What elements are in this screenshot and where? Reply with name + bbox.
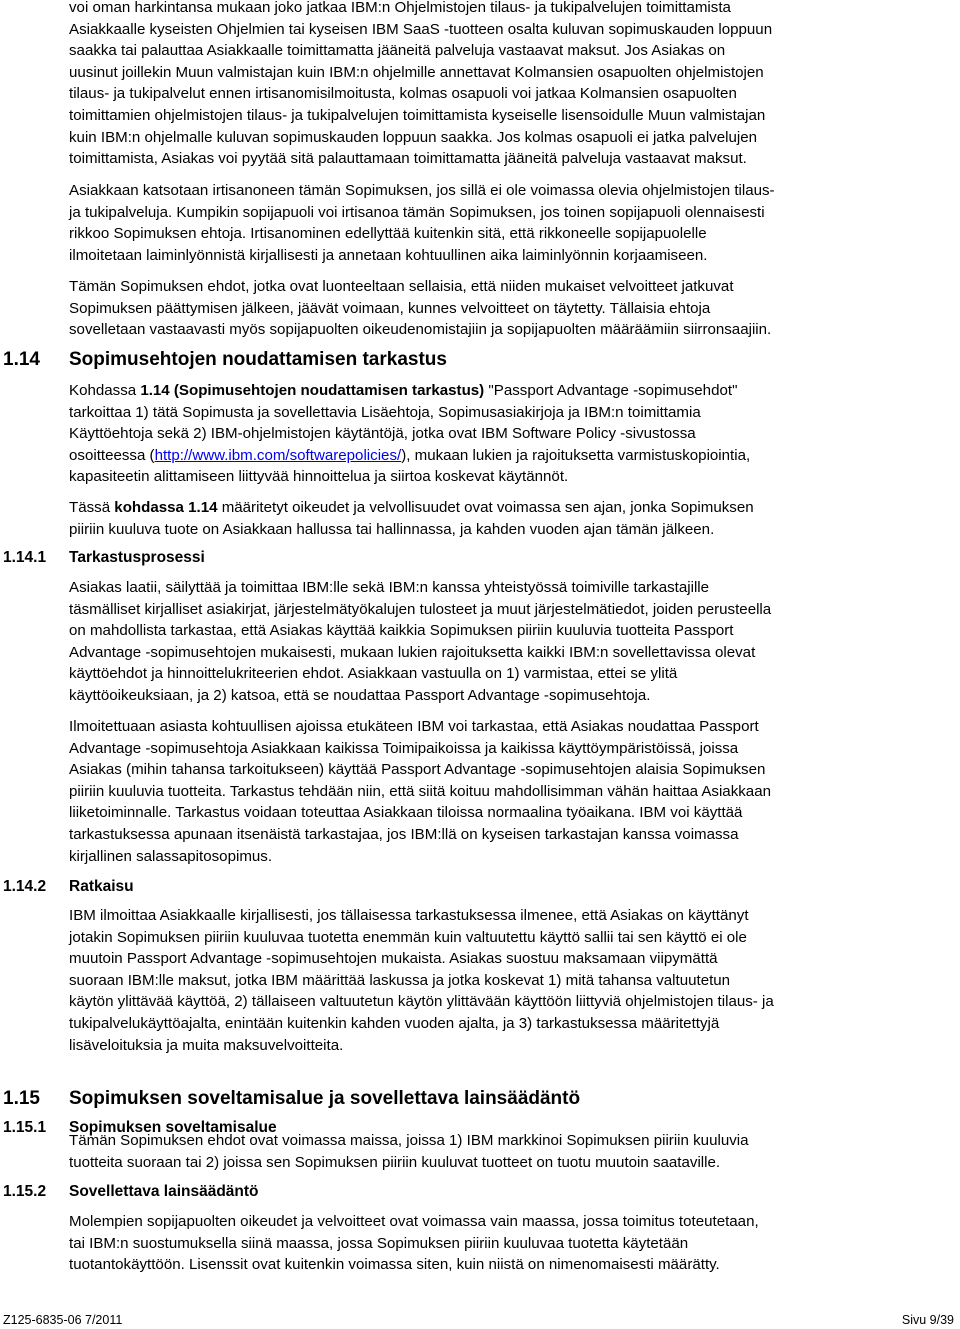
- text-line: tai IBM:n suostumuksella siinä maassa, jossa Sopimuksen piiriin kuuluvaa tuotetta käytetään: [69, 1234, 689, 1252]
- section-heading-1-15-2: [3, 1181, 259, 1203]
- paragraph-records-obligation: [69, 577, 955, 707]
- text-line: piiriin kuuluva tuote on Asiakkaan hallussa tai hallinnassa, ja kahden vuoden ajan tämän jälkeen.: [69, 520, 715, 538]
- text-line: on mahdollista tarkastaa, että Asiakas käyttää kaikkia Sopimuksen piiriin kuuluvia tuotteita Passport: [69, 622, 734, 640]
- text-line: Advantage -sopimusehtoja Asiakkaan kaikissa Toimipaikoissa ja kaikissa käyttöympäristöissä, joissa: [69, 739, 739, 757]
- text-line: tukipalvelukäyttöajalta, enintään kuitenkin kahden vuoden ajalta, ja 3) tarkastuksessa määritettyjä: [69, 1014, 720, 1032]
- text-line: Advantage -sopimusehtojen mukaisesti, mukaan lukien rajoituksetta kaikki IBM:n sovellettavissa olevat: [69, 643, 756, 661]
- paragraph-governing-law: [69, 1211, 955, 1276]
- text-line: ilmoitetaan laiminlyönnistä kirjallisesti ja annetaan kohtuullinen aika laiminlyönnin korjaamiseen.: [69, 246, 708, 264]
- text-line: uusinut joillekin Muun valmistajan kuin IBM:n ohjelmille annettavat Kolmansien osapuolten ohjelmistojen: [69, 63, 764, 81]
- text-line: ja tukipalveluja. Kumpikin sopijapuoli voi irtisanoa tämän Sopimuksen, jos toinen sopijapuoli olennaisesti: [69, 203, 765, 221]
- text-line: IBM ilmoittaa Asiakkaalle kirjallisesti, jos tällaisessa tarkastuksessa ilmenee, että Asiakas on käyttänyt: [69, 907, 749, 924]
- text-line: tarkastuksessa apunaan itsenäistä tarkastajaa, jos IBM:llä on kyseisen tarkastajan kanssa voimassa: [69, 825, 739, 843]
- text-line: täsmälliset kirjalliset asiakirjat, järjestelmätyökalujen tulosteet ja muut järjestelmätiedot, joiden perusteella: [69, 600, 772, 618]
- paragraph-rights-duration: [69, 497, 955, 540]
- section-heading-1-14-2: [3, 876, 134, 898]
- text-line: Tämän Sopimuksen ehdot, jotka ovat luonteeltaan sellaisia, että niiden mukaiset velvoitteet jatkuvat: [69, 278, 734, 295]
- section-reference: kohdassa 1.14: [114, 499, 218, 516]
- paragraph-scope: [69, 1130, 955, 1173]
- text-line: tarkoittaa 1) tätä Sopimusta ja sovellettavia Lisäehtoja, Sopimusasiakirjoja ja IBM:n toimittamia: [69, 403, 701, 421]
- section-title: Sopimusehtojen noudattamisen tarkastus: [69, 349, 447, 370]
- software-policies-link[interactable]: http://www.ibm.com/softwarepolicies/: [154, 446, 402, 464]
- text-line: saakka tai palauttaa Asiakkaalle toimittamatta jääneitä palveluja vastaavat maksut. Jos Asiakas on: [69, 42, 726, 60]
- section-number: 1.14.1: [3, 549, 47, 566]
- section-title: Ratkaisu: [69, 878, 134, 895]
- section-title: Sopimuksen soveltamisalue ja sovellettava lainsäädäntö: [69, 1088, 581, 1109]
- text-line: tuotteita suoraan tai 2) joissa sen Sopimuksen piiriin kuuluvat tuotteet on tuotu muutoin saataville.: [69, 1153, 721, 1171]
- text-line: toimittamista, Asiakas voi pyytää sitä palauttamaan toimittamatta jääneitä palveluja vastaavat maksut.: [69, 150, 747, 168]
- section-number: 1.15: [3, 1088, 40, 1109]
- text-line: kirjallinen salassapitosopimus.: [69, 847, 273, 865]
- text-line: käytön ylittävää käyttöä, 2) tällaiseen valtuutetun käytön ylittävään käyttöön liittyviä ohjelmistojen tilaus- ja: [69, 993, 774, 1011]
- section-title: Sopimuksen soveltamisalue: [69, 1119, 277, 1136]
- text-line: Asiakas laatii, säilyttää ja toimittaa IBM:lle sekä IBM:n kanssa yhteistyössä toimiville tarkastajille: [69, 579, 710, 596]
- paragraph-deemed-termination: [69, 180, 955, 266]
- paragraph-surviving-terms: [69, 276, 955, 341]
- text-line: toimittamien ohjelmistojen tilaus- ja tukipalvelujen toimittamista kyseiselle lisensoidulle Muun valmistajan: [69, 106, 766, 124]
- text-line: Asiakkaalle kyseisten Ohjelmien tai kyseisen IBM SaaS -tuotteen osalta kuluvan sopimuskauden loppuun: [69, 20, 773, 38]
- text-line: käyttöehdot ja hinnoittelukriteerien ehdot. Asiakkaan vastuulla on 1) varmistaa, ettei se ylitä: [69, 665, 678, 683]
- section-heading-1-14: [3, 348, 447, 372]
- text-line: piiriin kuuluvia tuotteita. Tarkastus tehdään niin, että siitä koituu mahdollisimman vähän haittaa Asiakkaan: [69, 782, 771, 800]
- text-line: sovelletaan vastaavasti myös sopijapuolten oikeudenomistajiin ja sopijapuolten määräämiin siirronsaajiin.: [69, 321, 772, 339]
- text-line: Tämän Sopimuksen ehdot ovat voimassa maissa, joissa 1) IBM markkinoi Sopimuksen piiriin kuuluvia: [69, 1132, 749, 1149]
- text-run: ), mukaan lukien ja rajoituksetta varmistuskopiointia,: [401, 446, 751, 464]
- section-number: 1.14: [3, 349, 40, 370]
- paragraph-audit-notice: [69, 716, 955, 867]
- text-line: liiketoiminnalle. Tarkastus voidaan toteuttaa Asiakkaan tiloissa normaalina työaikana. IBM voi käyttää: [69, 804, 743, 822]
- text-run: Kohdassa: [69, 382, 141, 399]
- text-line: Asiakkaan katsotaan irtisanoneen tämän Sopimuksen, jos sillä ei ole voimassa olevia ohjelmistojen tilaus-: [69, 182, 775, 199]
- text-line: tilaus- ja tukipalvelut ennen irtisanomisilmoitusta, kolmas osapuoli voi jatkaa Kolmansien osapuolten: [69, 85, 737, 103]
- paragraph-termination-continuation: [69, 0, 955, 170]
- text-run: määritetyt oikeudet ja velvollisuudet ovat voimassa sen ajan, jonka Sopimuksen: [217, 499, 754, 516]
- section-number: 1.14.2: [3, 878, 47, 895]
- footer-page-number: Sivu 9/39: [901, 1313, 954, 1327]
- text-line: suoraan IBM:lle maksut, jotka IBM määrittää laskussa ja jotka koskevat 1) mitä tahansa valtuutetun: [69, 971, 731, 989]
- text-line: Sopimuksen päättymisen jälkeen, jäävät voimaan, kunnes velvoitteet on täytetty. Tällaisia ehtoja: [69, 299, 711, 317]
- paragraph-passport-definition: [69, 380, 955, 488]
- section-number: 1.15.1: [3, 1119, 47, 1136]
- text-line: kapasiteetin alittamiseen liittyvää hinnoittelua ja siirtoa koskevat käytännöt.: [69, 468, 569, 486]
- section-title: Sovellettava lainsäädäntö: [69, 1183, 259, 1200]
- section-reference: 1.14 (Sopimusehtojen noudattamisen tarkastus): [140, 382, 485, 399]
- text-line: Molempien sopijapuolten oikeudet ja velvoitteet ovat voimassa vain maassa, jossa toimitus toteutetaan,: [69, 1213, 759, 1230]
- section-number: 1.15.2: [3, 1183, 47, 1200]
- section-title: Tarkastusprosessi: [69, 549, 205, 566]
- text-line: kuin IBM:n ohjelmalle kuluvan sopimuskauden loppuun saakka. Jos kolmas osapuoli ei jatka palvelujen: [69, 128, 758, 146]
- text-run: osoitteessa (: [69, 446, 155, 464]
- text-line: käyttöoikeuksiaan, ja 2) katsoa, että se noudattaa Passport Advantage -sopimusehtoja.: [69, 686, 651, 704]
- text-line: tuotantokäyttöön. Lisenssit ovat kuitenkin voimassa siten, kuin niistä on nimenomaisesti määrätty.: [69, 1256, 720, 1274]
- footer-document-id: Z125-6835-06 7/2011: [3, 1313, 123, 1327]
- text-line: muutoin Passport Advantage -sopimusehtojen mukaista. Asiakas suostuu maksamaan viipymättä: [69, 950, 718, 968]
- text-line: Käyttöehtoja sekä 2) IBM-ohjelmistojen käytäntöjä, jotka ovat IBM Software Policy -sivustossa: [69, 425, 696, 443]
- paragraph-resolution: [69, 905, 955, 1056]
- text-line: Ilmoitettuaan asiasta kohtuullisen ajoissa etukäteen IBM voi tarkastaa, että Asiakas noudattaa Passport: [69, 718, 759, 735]
- section-heading-1-14-1: [3, 547, 205, 569]
- section-heading-1-15: [3, 1087, 580, 1111]
- text-line: jotakin Sopimuksen piiriin kuuluvaa tuotetta enemmän kuin valtuutettu käyttö sallii tai sen käyttö ei ole: [69, 928, 747, 946]
- text-line: lisäveloituksia ja muita maksuvelvoitteita.: [69, 1036, 344, 1054]
- text-run: Tässä: [69, 499, 115, 516]
- text-run: "Passport Advantage -sopimusehdot": [484, 382, 738, 399]
- text-line: rikkoo Sopimuksen ehtoja. Irtisanominen edellyttää kuitenkin sitä, että rikkoneelle sopijapuolelle: [69, 225, 707, 243]
- text-line: Asiakas (mihin tahansa tarkoitukseen) käyttää Passport Advantage -sopimusehtojen alaisia Sopimuksen: [69, 761, 766, 779]
- text-line: voi oman harkintansa mukaan joko jatkaa IBM:n Ohjelmistojen tilaus- ja tukipalvelujen toimittamista: [69, 0, 731, 16]
